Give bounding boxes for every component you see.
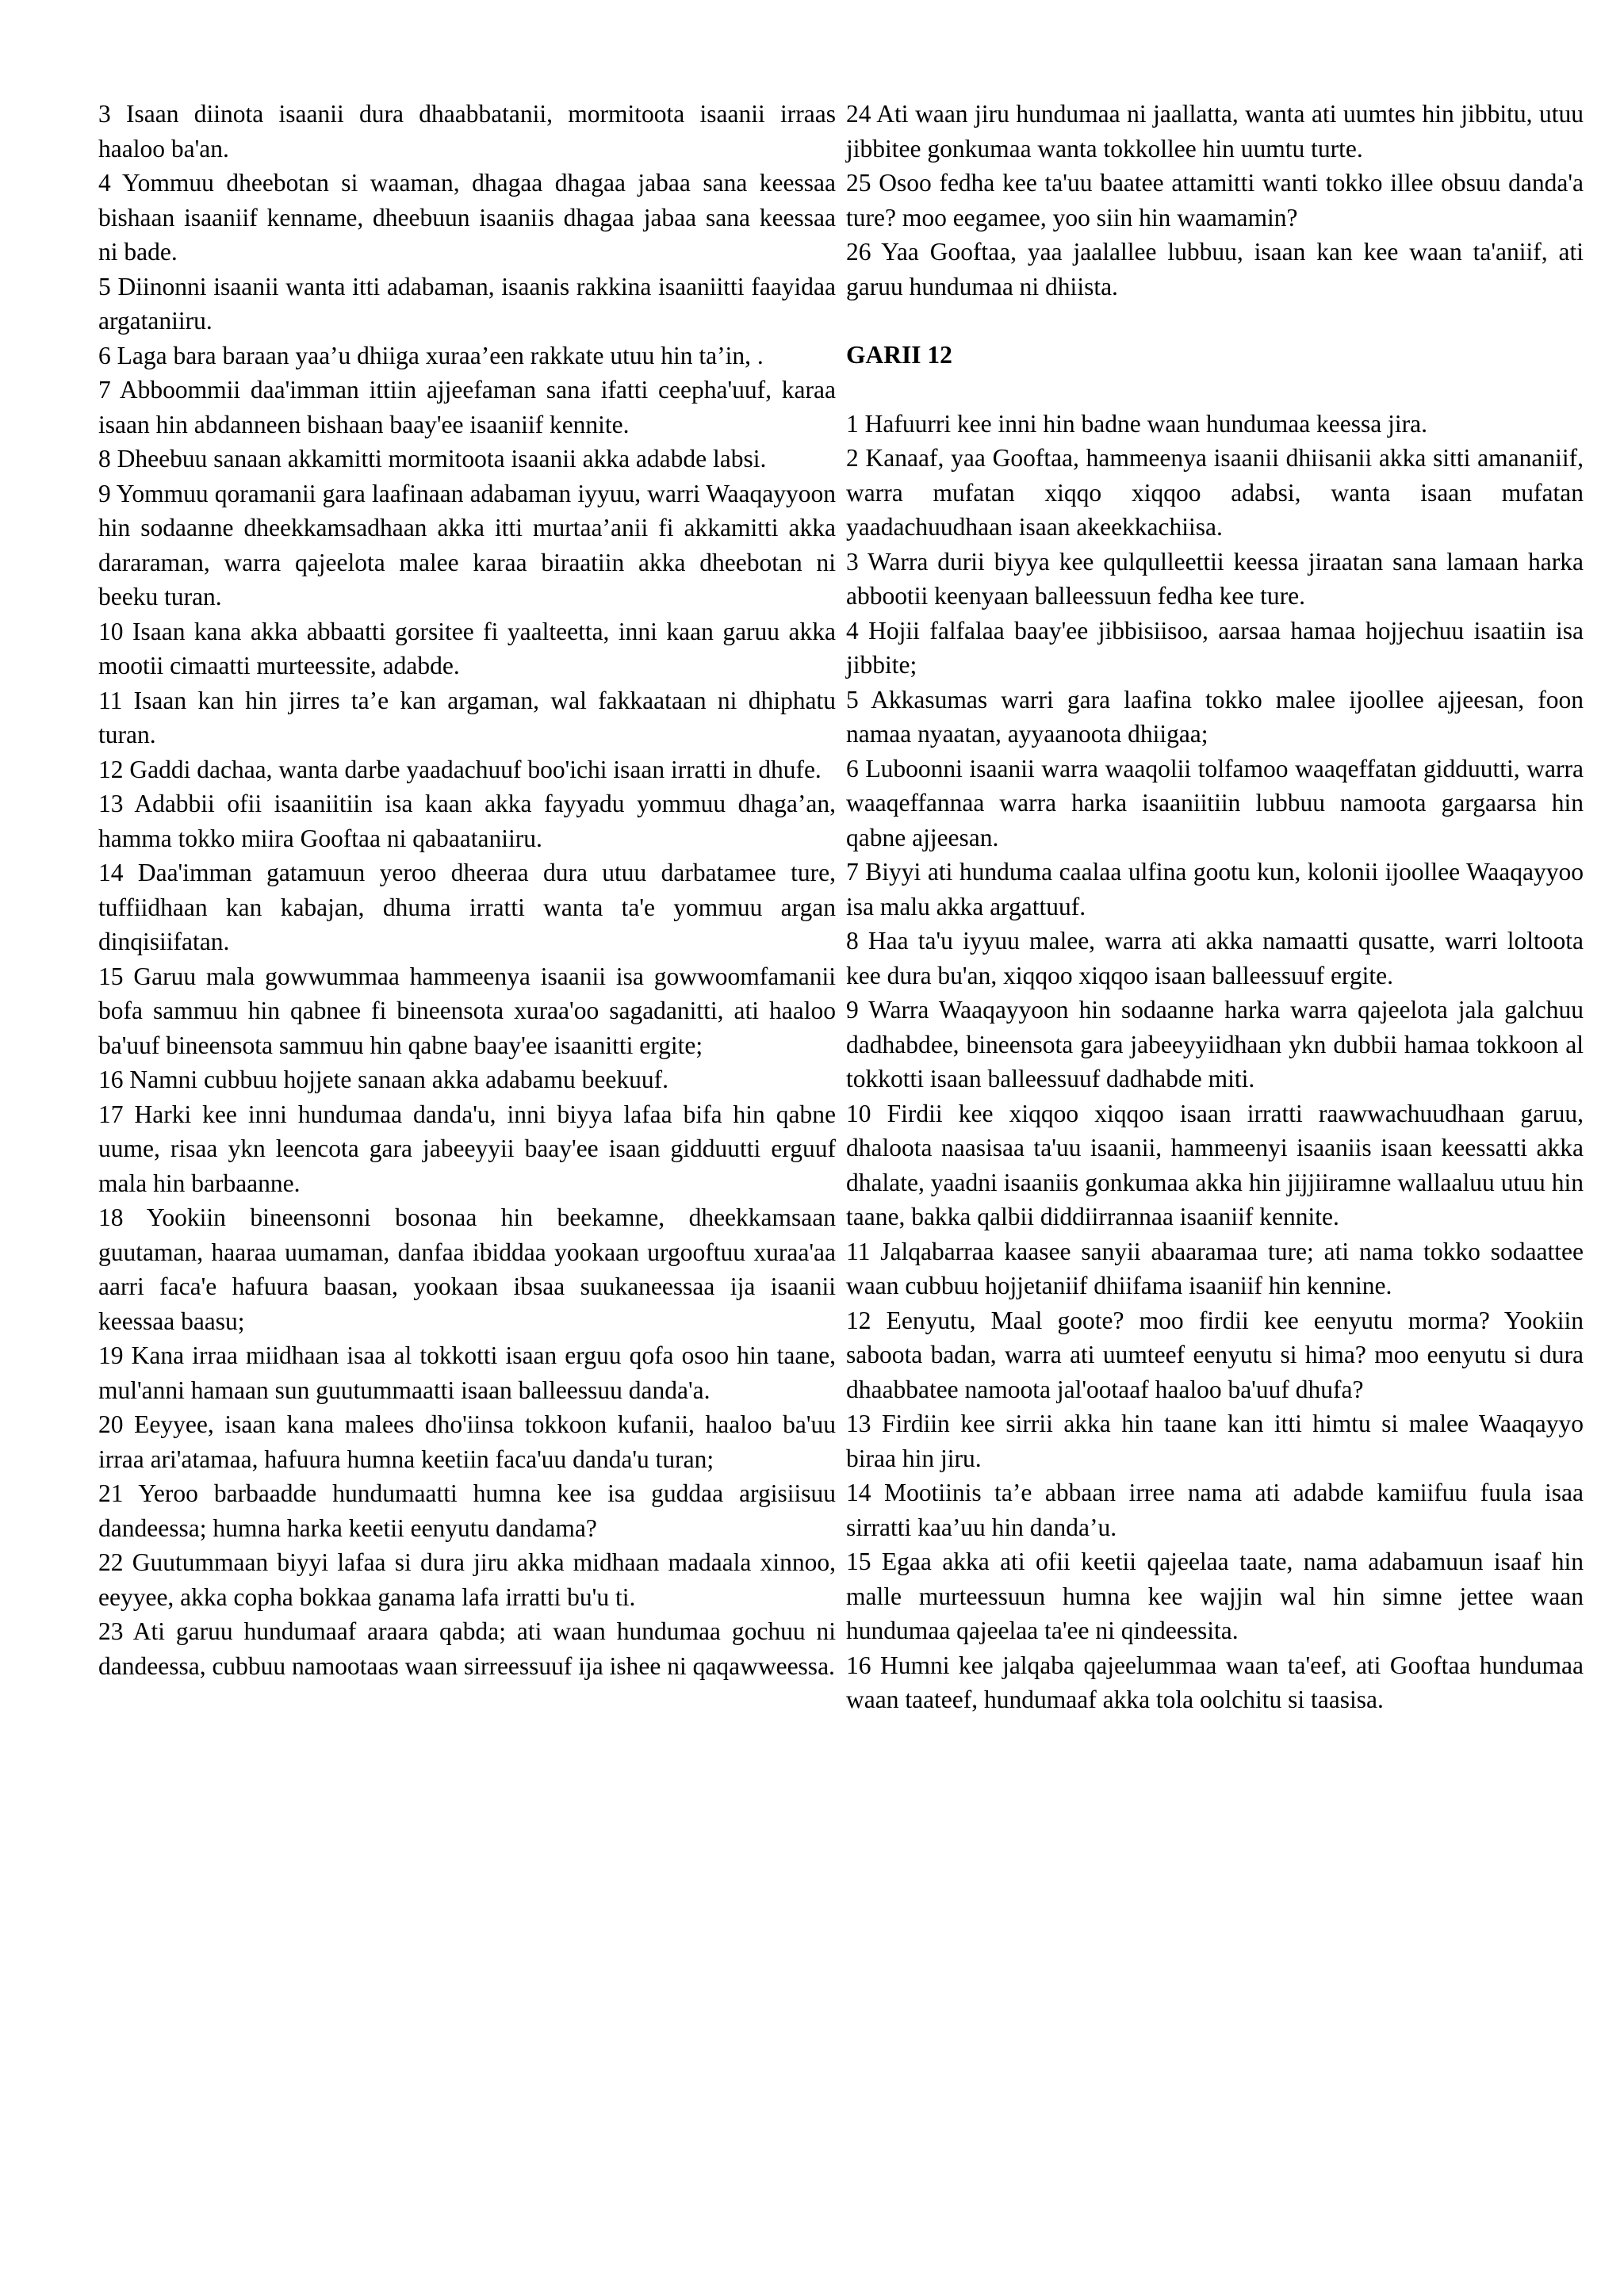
- verse: 6 Laga bara baraan yaa’u dhiiga xuraa’een rakkate utuu hin ta’in, .: [98, 341, 764, 369]
- verse: 19 Kana irraa miidhaan isaa al tokkotti isaan erguu qofa osoo hin taane, mul'anni hamaan sun guutummaatti isaan balleessuu danda'a.: [98, 1341, 836, 1404]
- verse: 8 Haa ta'u iyyuu malee, warra ati akka namaatti qusatte, warri loltoota kee dura bu'an, xiqqoo xiqqoo isaan balleessuuf ergite.: [846, 927, 1584, 989]
- verse: 5 Diinonni isaanii wanta itti adabaman, isaanis rakkina isaaniitti faayidaa argataniiru.: [98, 272, 836, 335]
- verse: 15 Egaa akka ati ofii keetii qajeelaa taate, nama adabamuun isaaf hin malle murteessuun humna kee wajjin wal hin simne jettee waan hundumaa qajeelaa ta'ee ni qindeessita.: [846, 1548, 1584, 1644]
- verse: 23 Ati garuu hundumaaf araara qabda; ati waan hundumaa gochuu ni dandeessa, cubbuu namootaas waan sirreessuuf ija ishee ni qaqawweessa.: [98, 1617, 836, 1680]
- verse: 3 Warra durii biyya kee qulqulleettii keessa jiraatan sana lamaan harka abbootii keenyaan balleessuun fedha kee ture.: [846, 547, 1584, 610]
- verse: 12 Eenyutu, Maal goote? moo firdii kee eenyutu morma? Yookiin saboota badan, warra ati uumteef eenyutu si hima? moo eenyutu si dura dhaabbatee namoota jal'ootaaf haaloo ba'uuf dhufa?: [846, 1306, 1584, 1403]
- verse: 10 Isaan kana akka abbaatti gorsitee fi yaalteetta, inni kaan garuu akka mootii cimaatti murteessite, adabde.: [98, 617, 836, 679]
- verse: 11 Isaan kan hin jirres ta’e kan argaman, wal fakkaataan ni dhiphatu turan.: [98, 686, 836, 748]
- verse: 20 Eeyyee, isaan kana malees dho'iinsa tokkoon kufanii, haaloo ba'uu irraa ari'atamaa, hafuura humna keetiin faca'uu danda'u turan;: [98, 1410, 836, 1473]
- verse: 13 Adabbii ofii isaaniitiin isa kaan akka fayyadu yommuu dhaga’an, hamma tokko miira Gooftaa ni qabaataniiru.: [98, 790, 836, 852]
- right-column: [846, 97, 1584, 1717]
- verse: 18 Yookiin bineensonni bosonaa hin beekamne, dheekkamsaan guutaman, haaraa uumaman, danfaa ibiddaa yookaan urgooftuu xuraa'aa aarri faca'e hafuura baasan, yookaan ibsaa suukaneessaa ija isaanii keessaa baasu;: [98, 1203, 836, 1335]
- verse: 2 Kanaaf, yaa Gooftaa, hammeenya isaanii dhiisanii akka sitti amananiif, warra mufatan xiqqo xiqqoo adabsi, wanta isaan mufatan yaadachuudhaan isaan akeekkachiisa.: [846, 444, 1584, 541]
- verse: 7 Abboommii daa'imman ittiin ajjeefaman sana ifatti ceepha'uuf, karaa isaan hin abdanneen bishaan baay'ee isaaniif kennite.: [98, 376, 836, 438]
- verse: 12 Gaddi dachaa, wanta darbe yaadachuuf boo'ichi isaan irratti in dhufe.: [98, 755, 822, 783]
- verse: 24 Ati waan jiru hundumaa ni jaallatta, wanta ati uumtes hin jibbitu, utuu jibbitee gonkumaa wanta tokkollee hin uumtu turte.: [846, 100, 1584, 163]
- verse: 8 Dheebuu sanaan akkamitti mormitoota isaanii akka adabde labsi.: [98, 445, 767, 473]
- verse: 9 Warra Waaqayyoon hin sodaanne harka warra qajeelota jala galchuu dadhabdee, bineensota gara jabeeyyiidhaan ykn dubbii hamaa tokkoon al tokkotti isaan balleessuuf dadhabde miti.: [846, 996, 1584, 1093]
- verse: 4 Yommuu dheebotan si waaman, dhagaa dhagaa jabaa sana keessaa bishaan isaaniif kenname, dheebuun isaaniis dhagaa jabaa sana keessaa ni bade.: [98, 169, 836, 266]
- verse: 14 Daa'imman gatamuun yeroo dheeraa dura utuu darbatamee ture, tuffiidhaan kan kabajan, dhuma irratti wanta ta'e yommuu argan dinqisiifatan.: [98, 859, 836, 955]
- verse: 1 Hafuurri kee inni hin badne waan hundumaa keessa jira.: [846, 409, 1427, 438]
- verse: 22 Guutummaan biyyi lafaa si dura jiru akka midhaan madaala xinnoo, eeyyee, akka copha bokkaa ganama lafa irratti bu'u ti.: [98, 1548, 836, 1611]
- verse: 10 Firdii kee xiqqoo xiqqoo isaan irratti raawwachuudhaan garuu, dhaloota naasisaa ta'uu isaanii, hammeenyi isaaniis isaan keessatti akka dhalate, yaadni isaaniis gonkumaa akka hin jijjiiramne wallaaluu utuu hin taane, bakka qalbii diddiirrannaa isaaniif kennite.: [846, 1099, 1584, 1230]
- verse: 9 Yommuu qoramanii gara laafinaan adabaman iyyuu, warri Waaqayyoon hin sodaanne dheekkamsadhaan akka itti murtaa’anii fi akkamitti akka dararaman, warra qajeelota malee karaa biraatiin akka dheebotan ni beeku turan.: [98, 479, 836, 610]
- verse: 26 Yaa Gooftaa, yaa jaalallee lubbuu, isaan kan kee waan ta'aniif, ati garuu hundumaa ni dhiista.: [846, 238, 1584, 300]
- verse: 4 Hojii falfalaa baay'ee jibbisiisoo, aarsaa hamaa hojjechuu isaatiin isa jibbite;: [846, 616, 1584, 679]
- verse: 5 Akkasumas warri gara laafina tokko malee ijoollee ajjeesan, foon namaa nyaatan, ayyaanoota dhiigaa;: [846, 685, 1584, 748]
- verse: 17 Harki kee inni hundumaa danda'u, inni biyya lafaa bifa hin qabne uume, risaa ykn leencota gara jabeeyyii baay'ee isaan gidduutti erguuf mala hin barbaanne.: [98, 1100, 836, 1197]
- verse: 7 Biyyi ati hunduma caalaa ulfina gootu kun, kolonii ijoollee Waaqayyoo isa malu akka argattuuf.: [846, 858, 1584, 920]
- verse: 16 Humni kee jalqaba qajeelummaa waan ta'eef, ati Gooftaa hundumaa waan taateef, hundumaaf akka tola oolchitu si taasisa.: [846, 1651, 1584, 1713]
- verse: 6 Luboonni isaanii warra waaqolii tolfamoo waaqeffatan gidduutti, warra waaqeffannaa warra harka isaaniitiin lubbuu namoota gargaarsa hin qabne ajjeesan.: [846, 754, 1584, 851]
- verse: 13 Firdiin kee sirrii akka hin taane kan itti himtu si malee Waaqayyo biraa hin jiru.: [846, 1410, 1584, 1472]
- verse: 25 Osoo fedha kee ta'uu baatee attamitti wanti tokko illee obsuu danda'a ture? moo eegamee, yoo siin hin waamamin?: [846, 169, 1584, 232]
- verse: 3 Isaan diinota isaanii dura dhaabbatanii, mormitoota isaanii irraas haaloo ba'an.: [98, 100, 836, 163]
- verse: 11 Jalqabarraa kaasee sanyii abaaramaa ture; ati nama tokko sodaattee waan cubbuu hojjetaniif dhiifama isaaniif hin kennine.: [846, 1237, 1584, 1299]
- verse: 14 Mootiinis ta’e abbaan irree nama ati adabde kamiifuu fuula isaa sirratti kaa’uu hin danda’u.: [846, 1479, 1584, 1541]
- left-column: [98, 97, 836, 1683]
- verse: 15 Garuu mala gowwummaa hammeenya isaanii isa gowwoomfamanii bofa sammuu hin qabnee fi bineensota xuraa'oo sagadanitti, ati haaloo ba'uuf bineensota sammuu hin qabne baay'ee isaanitti ergite;: [98, 962, 836, 1059]
- verse: 16 Namni cubbuu hojjete sanaan akka adabamu beekuuf.: [98, 1066, 668, 1093]
- verse: 21 Yeroo barbaadde hundumaatti humna kee isa guddaa argisiisuu dandeessa; humna harka keetii eenyutu dandama?: [98, 1479, 836, 1542]
- chapter-heading: GARII 12: [846, 341, 952, 369]
